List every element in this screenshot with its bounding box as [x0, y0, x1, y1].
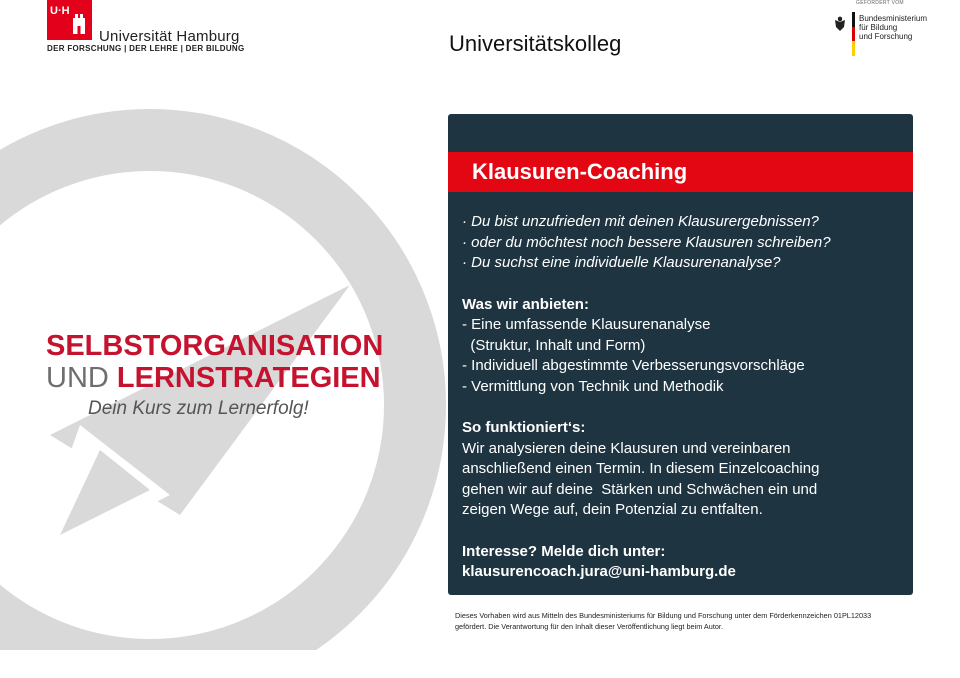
question-item: · Du bist unzufrieden mit deinen Klausurergebnissen? — [462, 213, 819, 230]
offer-item: - Vermittlung von Technik und Methodik — [462, 377, 724, 395]
funder-logo[interactable] — [832, 0, 942, 60]
offer-item: - Individuell abgestimmte Verbesserungsvorschläge — [462, 357, 805, 374]
funder-name: Bundesministerium für Bildung und Forschung — [859, 14, 928, 41]
uhh-mark-icon — [47, 0, 92, 40]
panel-body — [462, 212, 902, 583]
how-line: zeigen Wege auf, dein Potenzial zu entfalten. — [462, 501, 763, 518]
offer-heading: Was wir anbieten: — [462, 295, 589, 313]
how-line: gehen wir auf deine Stärken und Schwächen ein und — [462, 480, 818, 498]
svg-text:U·H: U·H — [50, 5, 70, 17]
course-subtitle: Dein Kurs zum Lernerfolg! — [88, 398, 309, 419]
university-motto: DER FORSCHUNG | DER LEHRE | DER BILDUNG — [47, 44, 245, 53]
course-title-line2 — [46, 362, 381, 395]
coaching-info-panel — [448, 114, 913, 595]
federal-eagle-icon — [834, 14, 846, 32]
contact-email-link[interactable]: klausurencoach.jura@uni-hamburg.de — [462, 563, 736, 580]
german-flag-icon — [852, 12, 855, 56]
offer-item: (Struktur, Inhalt und Form) — [462, 336, 646, 354]
course-title-und: UND — [46, 362, 109, 394]
question-item: · oder du möchtest noch bessere Klausuren schreiben? — [462, 233, 831, 251]
panel-heading: Klausuren-Coaching — [472, 159, 688, 184]
university-name: Universität Hamburg — [99, 28, 240, 45]
page-margin — [0, 650, 960, 678]
panel-heading-banner — [448, 152, 913, 192]
funder-label: GEFÖRDERT VOM — [856, 0, 904, 6]
university-logo[interactable] — [47, 0, 247, 60]
offer-item: - Eine umfassende Klausurenanalyse — [462, 316, 711, 333]
course-title-line1: SELBSTORGANISATION — [46, 330, 384, 362]
contact-heading: Interesse? Melde dich unter: — [462, 542, 666, 560]
course-title-lernstrategien: LERNSTRATEGIEN — [116, 362, 381, 394]
program-title: Universitätskolleg — [449, 31, 622, 56]
funding-note: Dieses Vorhaben wird aus Mitteln des Bundesministeriums für Bildung und Forschung unter dem Förderkennzeichen 01PL12033 gefördert. Die Verantwortung für den Inhalt dieser Veröffentlichung liegt beim Autor. — [455, 611, 872, 631]
how-line: Wir analysieren deine Klausuren und vereinbaren — [462, 439, 791, 457]
how-heading: So funktioniert‘s: — [462, 419, 586, 436]
how-line: anschließend einen Termin. In diesem Einzelcoaching — [462, 460, 820, 477]
question-item: · Du suchst eine individuelle Klausurenanalyse? — [462, 254, 781, 271]
